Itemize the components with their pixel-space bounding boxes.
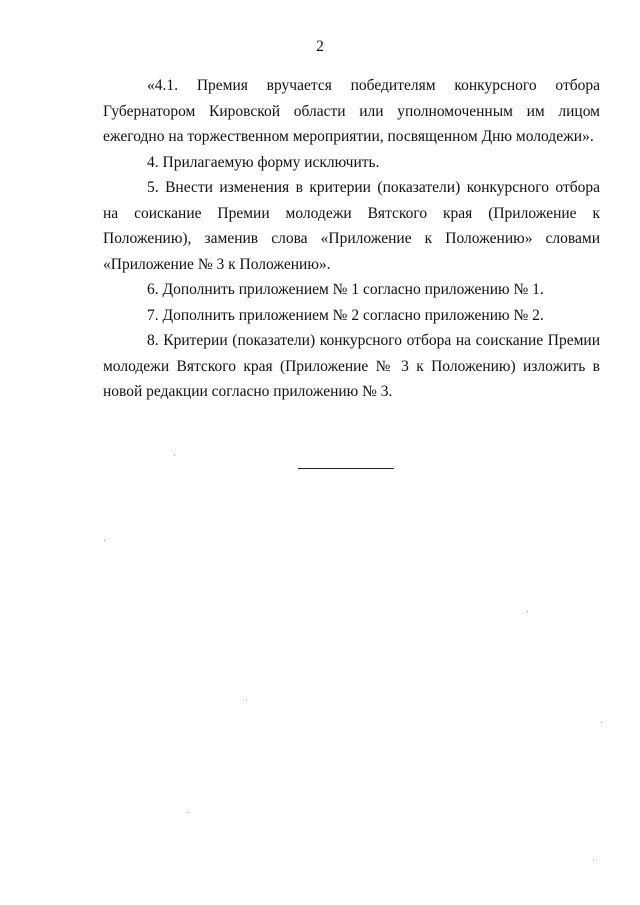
document-body: [103, 73, 600, 405]
scan-speck: [188, 812, 189, 813]
paragraph-item-7: 7. Дополнить приложением № 2 согласно приложению № 2.: [147, 306, 544, 324]
paragraph-item-5: 5. Внести изменения в критерии (показатели) конкурсного отбора на соискание Премии молодежи Вятского края (Приложение к Положению), заменив слова «Приложение к Положению» словами «Приложение № 3 к Положению».: [103, 179, 600, 273]
paragraph-item-4: 4. Прилагаемую форму исключить.: [147, 153, 380, 171]
paragraph-item-8: 8. Критерии (показатели) конкурсного отбора на соискание Премии молодежи Вятского края (Приложение № 3 к Положению) изложить в новой редакции согласно приложению № 3.: [103, 332, 600, 400]
scan-speck: [593, 860, 594, 861]
paragraph-4-1-award: «4.1. Премия вручается победителям конкурсного отбора Губернатором Кировской области или уполномоченным им лицом ежегодно на торжественном мероприятии, посвященном Дню молодежи».: [103, 77, 600, 145]
scan-speck: [104, 540, 105, 541]
end-of-text-rule: [298, 468, 394, 469]
page-number: 2: [316, 38, 324, 55]
scan-speck: [601, 722, 602, 723]
scan-speck: [174, 455, 175, 456]
scan-speck: [246, 700, 247, 701]
scan-speck: [527, 611, 528, 612]
paragraph-item-6: 6. Дополнить приложением № 1 согласно приложению № 1.: [147, 281, 544, 298]
